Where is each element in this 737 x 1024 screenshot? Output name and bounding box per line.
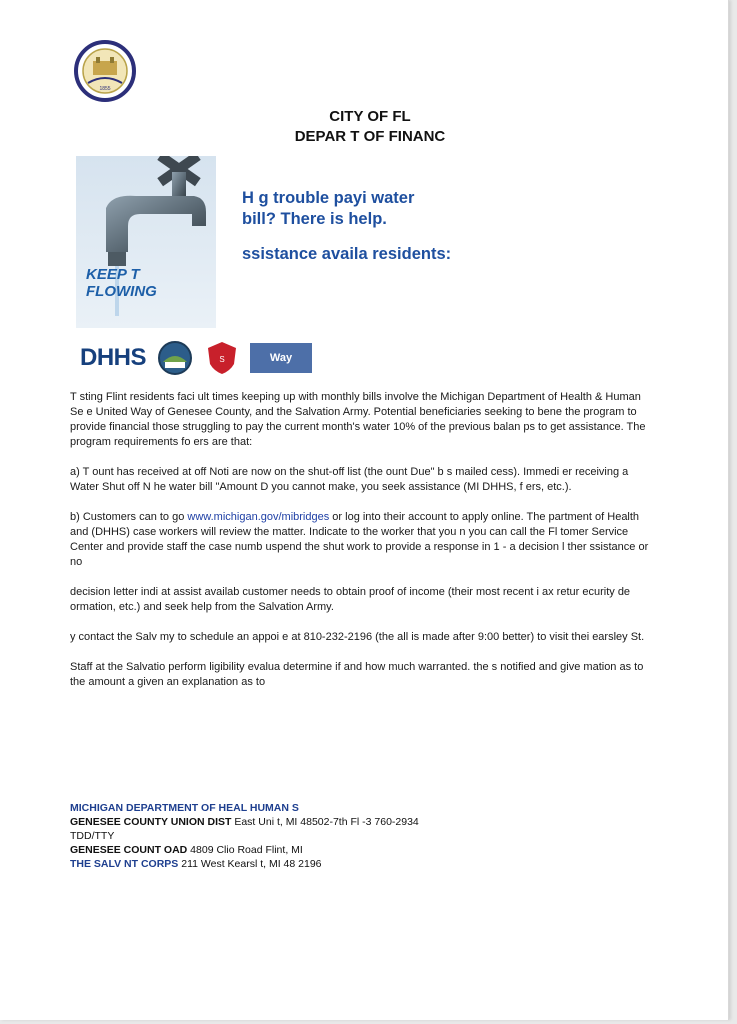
faucet-illustration (76, 156, 216, 328)
intro-paragraph: T sting Flint residents faci ult times keeping up with monthly bills involve the Michigan Department of Health & Human Se e United Way of Genesee County, and the Salvation Army. Potential beneficiaries seeking to bene the program to provide financial those struggling to pay the current month's water 10% of the previous balan ps to get assistance. The program requirements fo ers are that: (70, 391, 646, 448)
partner-logos (80, 340, 312, 376)
body-text (70, 390, 650, 705)
mdhhs-logo: DHHS (80, 344, 147, 371)
contact-salvation-army-address: 211 West Kearsl t, MI 48 2196 (181, 858, 322, 870)
help-headline (242, 188, 662, 265)
contact-genesee-road-name: GENESEE COUNT OAD (70, 844, 188, 856)
staff-paragraph: Staff at the Salvatio perform ligibility evalua determine if and how much warranted. the s notified and give mation as to the amount a given an explanation as to (70, 661, 644, 688)
mibridges-link[interactable]: www.michigan.gov/mibridges (187, 511, 330, 523)
requirement-b-prefix: b) Customers can to go (70, 511, 188, 523)
headline-line-2: bill? There is help. (242, 210, 387, 228)
department-heading (220, 108, 520, 146)
contact-genesee-union-name: GENESEE COUNTY UNION DIST (70, 816, 232, 828)
contact-genesee-union-address: East Uni t, MI 48502-7th Fl -3 760-2934 (231, 816, 419, 828)
contact-genesee-road (70, 843, 650, 857)
united-way-logo (250, 343, 312, 373)
salvation-army-shield-logo (204, 340, 240, 376)
heading-department: DEPAR T OF FINANC (294, 128, 446, 145)
headline-subtitle: ssistance availa residents: (242, 245, 452, 263)
faucet-caption: KEEP T FLOWING (86, 266, 157, 300)
contact-salvation-army-name: THE SALV NT CORPS (70, 858, 179, 870)
svg-text:S: S (219, 355, 225, 364)
headline-line-1: H g trouble payi water (242, 189, 415, 207)
faucet-image (76, 156, 216, 328)
requirement-b (70, 510, 650, 570)
contacts-list (70, 801, 650, 871)
heading-city: CITY OF FL (329, 108, 411, 125)
city-seal-logo (74, 40, 136, 102)
united-way-label: Way (269, 352, 293, 364)
county-seal-logo (156, 340, 194, 376)
seal-year: 1855 (99, 86, 111, 92)
contact-tdd: TDD/TTY (70, 830, 115, 842)
contact-mdhhs-heading: MICHIGAN DEPARTMENT OF HEAL HUMAN S (70, 802, 299, 814)
contact-genesee-union (70, 815, 650, 829)
appointment-paragraph: y contact the Salv my to schedule an appoi e at 810-232-2196 (the all is made after 9:00 better) to visit thei earsley St. (70, 631, 645, 643)
contact-salvation-army (70, 857, 650, 871)
requirement-a: a) T ount has received at off Noti are now on the shut-off list (the ount Due" b s mailed cess). Immedi er receiving a Water Shut off N he water bill "Amount D you cannot make, you seek assistance (MI DHHS, f ers, etc.). (70, 466, 629, 493)
requirement-b-suffix: or log into their account to apply online. The partment of Health and (DHHS) case workers will review the matter. Indicate to the worker that you n you can call the Fl tomer Service Center and provide staff the case numb uspend the shut work to provide a response in 1 - a decision l ther ssistance or no (70, 511, 649, 568)
contact-genesee-road-address: 4809 Clio Road Flint, MI (187, 844, 303, 856)
decision-paragraph: decision letter indi at assist availab customer needs to obtain proof of income (their most recent i ax retur ecurity de ormation, etc.) and seek help from the Salvation Army. (70, 586, 631, 613)
